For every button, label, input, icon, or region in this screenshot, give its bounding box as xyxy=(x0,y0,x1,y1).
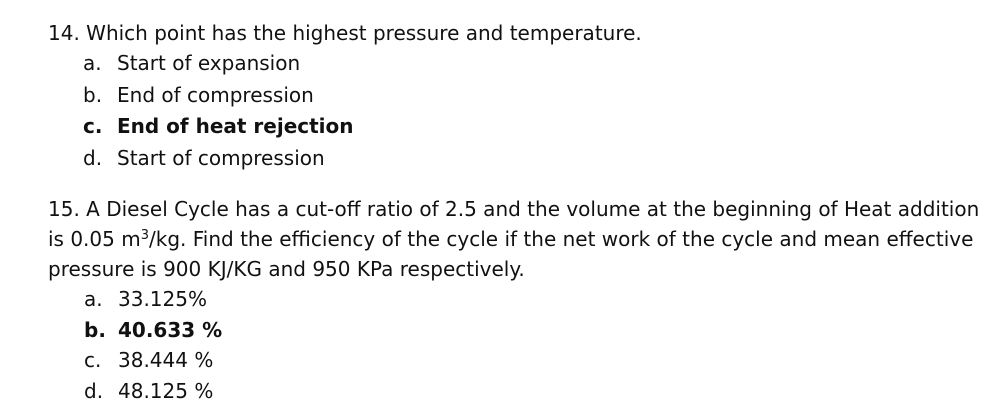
question-14 xyxy=(48,18,988,174)
question-14-options xyxy=(48,48,988,174)
option-text: Start of expansion xyxy=(117,51,301,75)
option-text: End of heat rejection xyxy=(117,114,354,138)
option-text: 33.125% xyxy=(118,287,207,311)
option-letter: b. xyxy=(83,82,103,107)
option-15-b-answer xyxy=(84,315,988,346)
option-15-a xyxy=(84,284,988,315)
option-14-a xyxy=(83,48,988,80)
option-15-d xyxy=(84,376,988,407)
option-letter: c. xyxy=(84,348,102,372)
question-15 xyxy=(48,194,988,406)
question-15-text-part-1: 15. A Diesel Cycle has a cut-off ratio of 2.5 and the volume at the beginning of Heat addition is 0.05 m xyxy=(48,197,980,251)
option-letter: a. xyxy=(83,51,102,75)
question-15-options xyxy=(48,284,988,406)
option-15-c xyxy=(84,345,988,376)
cubic-superscript: 3 xyxy=(140,228,149,243)
option-text: 38.444 % xyxy=(118,348,214,372)
question-15-text-part-2: /kg. Find the efficiency of the cycle if the net work of the cycle and mean effective pressure is 900 KJ/KG and 950 KPa respectively. xyxy=(48,227,974,281)
option-letter: a. xyxy=(84,287,103,311)
option-text: Start of compression xyxy=(117,145,325,170)
question-15-text xyxy=(48,194,988,284)
option-14-c-answer xyxy=(83,111,988,143)
option-text: 40.633 % xyxy=(118,317,223,342)
option-letter: d. xyxy=(84,378,104,403)
option-letter: d. xyxy=(83,145,103,170)
option-letter: c. xyxy=(83,114,103,138)
option-14-b xyxy=(83,80,988,112)
question-14-text: 14. Which point has the highest pressure and temperature. xyxy=(48,21,642,45)
option-letter: b. xyxy=(84,317,106,342)
option-text: 48.125 % xyxy=(118,378,214,403)
option-14-d xyxy=(83,143,988,175)
option-text: End of compression xyxy=(117,82,314,107)
